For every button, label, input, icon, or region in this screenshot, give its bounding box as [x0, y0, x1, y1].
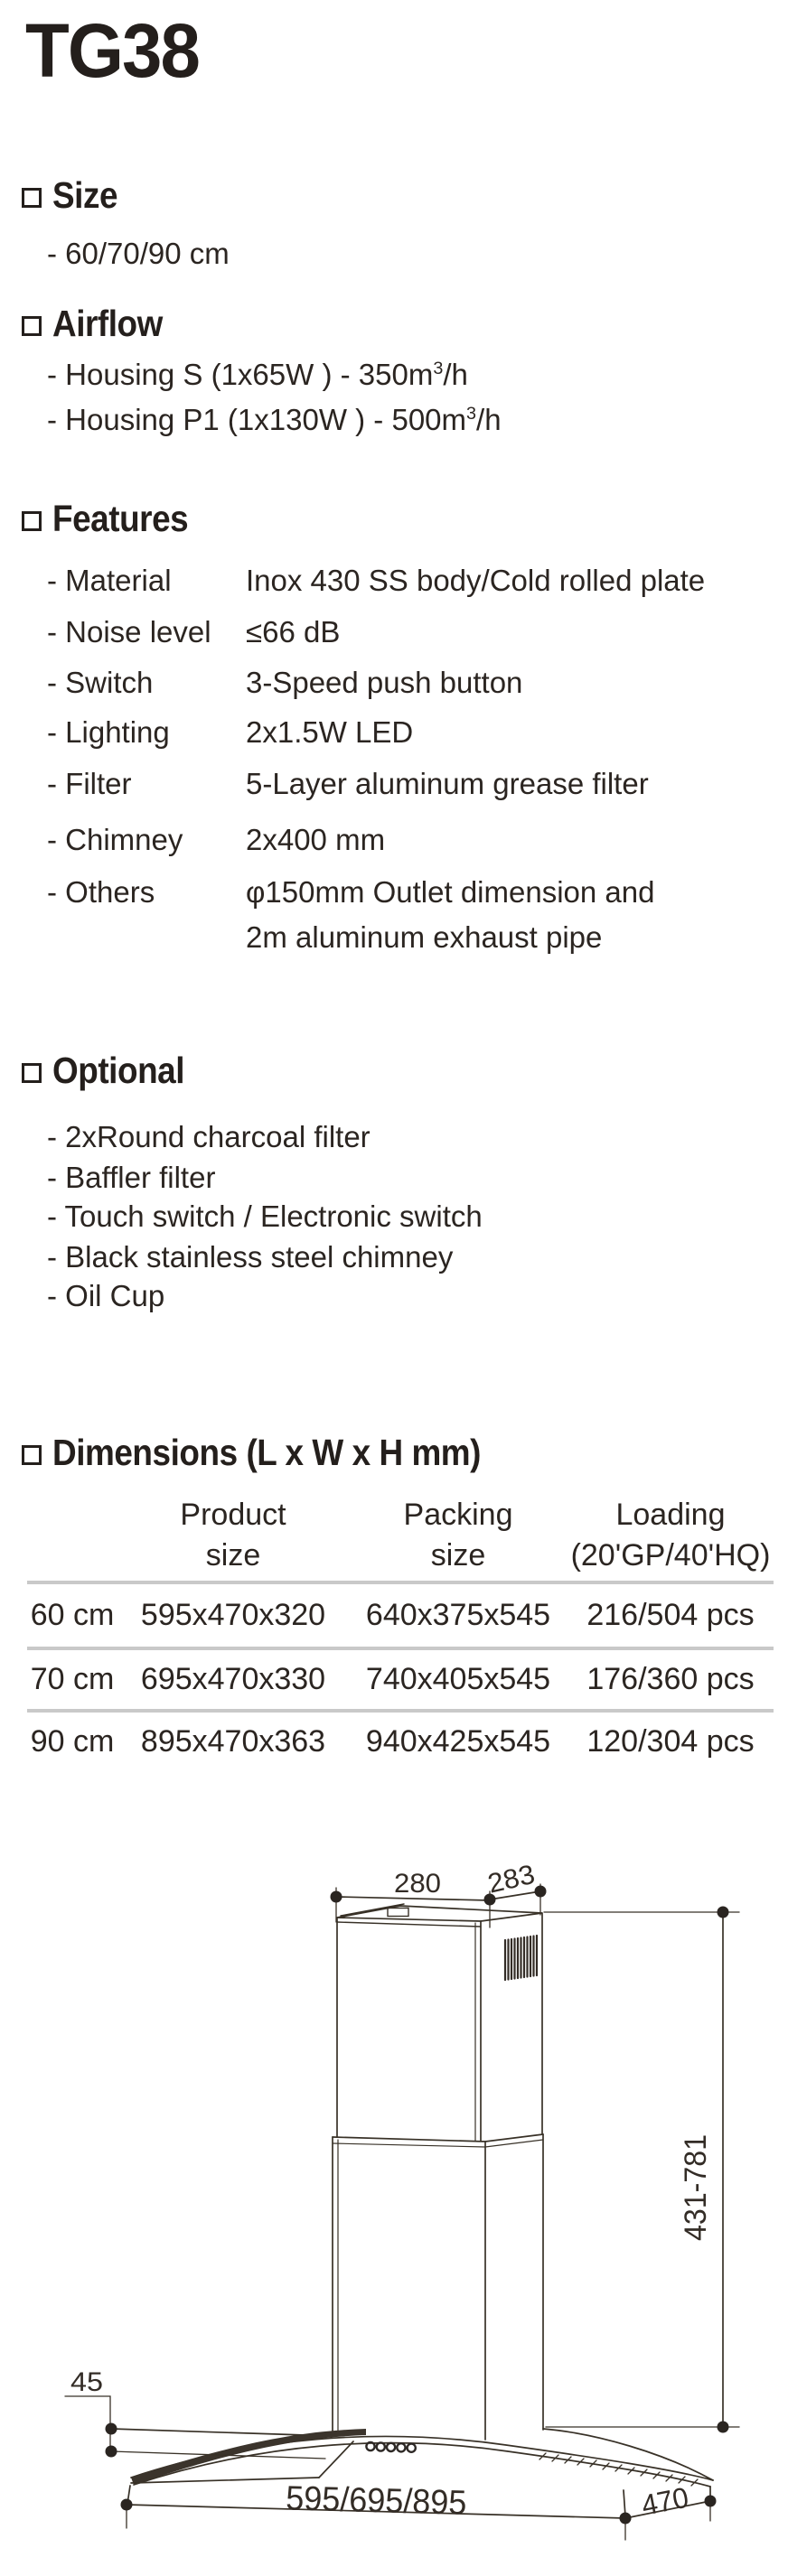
table-row: [27, 1647, 774, 1709]
dim-label-height-range: 431-781: [679, 2128, 713, 2241]
airflow-item: [47, 404, 502, 436]
section-heading-airflow: Airflow: [52, 303, 163, 344]
section-marker-icon: [22, 1445, 42, 1465]
section-heading-optional: Optional: [52, 1050, 185, 1091]
airflow-item-unit: /h: [476, 403, 502, 436]
feature-label: - Noise level: [47, 615, 211, 649]
superscript: 3: [466, 404, 477, 424]
canopy-rim-thick-left: [131, 2429, 366, 2485]
row-size-cell: 70 cm: [30, 1662, 115, 1697]
feature-value: ≤66 dB: [246, 615, 341, 649]
dimensions-table: [27, 1490, 774, 1771]
rim-hatch: [539, 2453, 698, 2486]
feature-value: Inox 430 SS body/Cold rolled plate: [246, 564, 706, 597]
dim-label-body-depth: 470: [638, 2480, 693, 2522]
optional-item: - Black stainless steel chimney: [47, 1240, 454, 1274]
vent-grille-icon: [505, 1936, 537, 1980]
column-header-line2: (20'GP/40'HQ): [570, 1538, 771, 1573]
feature-value: 2x400 mm: [246, 823, 386, 856]
feature-value-line2: 2m aluminum exhaust pipe: [246, 920, 603, 954]
dim-label-front-edge: 45: [70, 2367, 103, 2397]
optional-item: - Oil Cup: [47, 1279, 165, 1312]
dim-label-top-depth: 283: [484, 1860, 537, 1899]
column-header: [568, 1495, 774, 1576]
feature-value: φ150mm Outlet dimension and: [246, 875, 655, 909]
feature-value: 2x1.5W LED: [246, 715, 414, 749]
product-size-cell: 895x470x363: [140, 1724, 326, 1759]
column-header-line1: Product: [180, 1498, 286, 1533]
table-row: [27, 1581, 774, 1647]
superscript: 3: [433, 359, 444, 378]
feature-row: [47, 767, 649, 801]
column-header-line2: size: [205, 1538, 261, 1573]
loading-cell: 176/360 pcs: [586, 1662, 755, 1697]
feature-row: [47, 666, 522, 700]
airflow-item-text: - Housing P1 (1x130W ) - 500m: [47, 403, 467, 436]
optional-item: - Touch switch / Electronic switch: [47, 1199, 483, 1233]
chimney-seam: [333, 2134, 543, 2142]
chimney-top-face: [337, 1906, 542, 1921]
product-size-cell: 595x470x320: [140, 1598, 326, 1633]
feature-label: - Lighting: [47, 715, 170, 749]
column-header-line1: Loading: [615, 1498, 726, 1533]
section-heading-size: Size: [52, 174, 118, 216]
packing-size-cell: 740x405x545: [365, 1662, 551, 1697]
section-heading-dimensions: Dimensions (L x W x H mm): [52, 1432, 482, 1473]
feature-row: [47, 564, 705, 598]
table-row: [27, 1709, 774, 1771]
dim-label-top-width: 280: [394, 1869, 441, 1899]
dimension-dots: [106, 1886, 729, 2525]
feature-row: [47, 715, 413, 750]
column-header-line1: Packing: [403, 1498, 513, 1533]
column-header-line2: size: [430, 1538, 486, 1573]
feature-label: - Filter: [47, 767, 132, 800]
page-title: TG38: [25, 8, 199, 93]
optional-item: - 2xRound charcoal filter: [47, 1120, 371, 1153]
size-item: - 60/70/90 cm: [47, 237, 230, 270]
technical-drawing: [0, 1852, 788, 2576]
feature-row: [47, 875, 654, 910]
packing-size-cell: 640x375x545: [365, 1598, 551, 1633]
table-header-row: [27, 1490, 774, 1581]
airflow-item-unit: /h: [443, 358, 468, 391]
airflow-item: [47, 359, 468, 391]
feature-label: - Switch: [47, 666, 154, 699]
section-marker-icon: [22, 511, 42, 531]
column-header: [349, 1495, 568, 1576]
row-size-cell: 90 cm: [30, 1724, 115, 1759]
feature-value: 3-Speed push button: [246, 666, 523, 699]
packing-size-cell: 940x425x545: [365, 1724, 551, 1759]
airflow-item-text: - Housing S (1x65W ) - 350m: [47, 358, 434, 391]
feature-row: [47, 615, 340, 649]
section-marker-icon: [22, 316, 42, 336]
section-marker-icon: [22, 1063, 42, 1083]
feature-label: - Material: [47, 564, 172, 597]
dim-label-body-widths: 595/695/895: [285, 2479, 478, 2523]
column-header: [117, 1495, 349, 1576]
loading-cell: 216/504 pcs: [586, 1598, 755, 1633]
feature-label: - Others: [47, 875, 155, 909]
optional-item: - Baffler filter: [47, 1161, 216, 1194]
section-heading-features: Features: [52, 498, 189, 539]
section-marker-icon: [22, 188, 42, 208]
feature-value: 5-Layer aluminum grease filter: [246, 767, 649, 800]
row-size-cell: 60 cm: [30, 1598, 115, 1633]
feature-row: [47, 823, 385, 857]
dim-leader-45: [65, 2396, 110, 2450]
feature-label: - Chimney: [47, 823, 183, 856]
product-size-cell: 695x470x330: [140, 1662, 326, 1697]
loading-cell: 120/304 pcs: [586, 1724, 755, 1759]
